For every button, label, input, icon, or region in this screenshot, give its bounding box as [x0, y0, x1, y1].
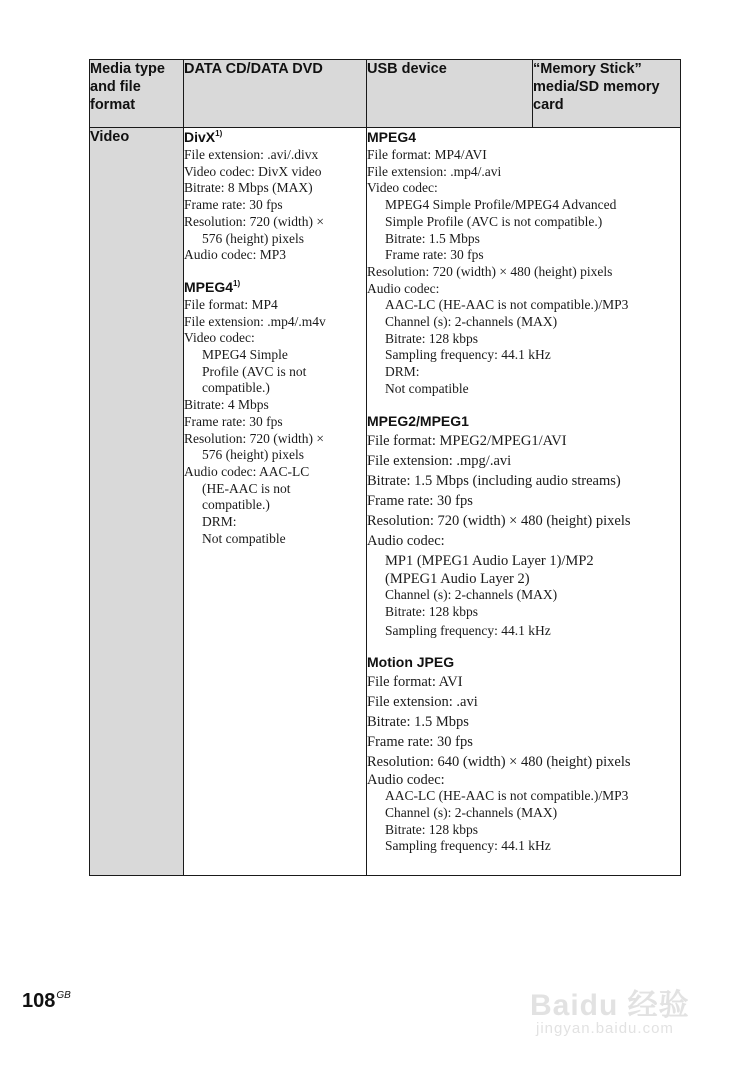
spec-line: Resolution: 720 (width) × 480 (height) pixels	[367, 512, 631, 529]
spec-line: Audio codec:	[367, 532, 445, 549]
header-usb: USB device	[367, 60, 533, 128]
spec-line: Frame rate: 30 fps	[367, 492, 473, 509]
spec-line: Resolution: 720 (width) × 480 (height) pixels	[367, 263, 613, 279]
spec-line: 576 (height) pixels	[202, 230, 304, 246]
spec-line: Video codec:	[184, 330, 255, 346]
spec-line: Frame rate: 30 fps	[367, 733, 473, 750]
spec-line: Audio codec:	[367, 280, 440, 296]
watermark	[530, 968, 720, 1048]
page-number	[22, 990, 71, 1013]
spec-line: Channel (s): 2-channels (MAX)	[385, 587, 558, 603]
divx-title-text: DivX	[184, 129, 216, 145]
format-table	[89, 59, 681, 876]
page-number-suffix: GB	[56, 990, 71, 1001]
spec-line: Resolution: 720 (width) ×	[184, 430, 324, 446]
spec-line: Frame rate: 30 fps	[385, 247, 484, 263]
spec-line: Bitrate: 128 kbps	[385, 330, 478, 346]
spec-line: Channel (s): 2-channels (MAX)	[385, 805, 558, 821]
spec-line: Sampling frequency: 44.1 kHz	[385, 838, 551, 854]
watermark-brand: Baidu 经验	[530, 989, 690, 1022]
divx-title	[184, 128, 366, 147]
spec-line: Profile (AVC is not	[202, 363, 307, 379]
header-memory-stick: “Memory Stick” media/SD memory card	[533, 60, 681, 128]
spec-line: File extension: .mp4/.m4v	[184, 313, 326, 329]
spec-line: File extension: .mpg/.avi	[367, 452, 512, 469]
spec-line: Bitrate: 1.5 Mbps	[367, 713, 469, 730]
divx-footnote: 1)	[215, 129, 223, 138]
category-label: Video	[90, 129, 130, 145]
spec-line: Video codec:	[367, 180, 438, 196]
spec-line: DRM:	[385, 364, 420, 380]
spec-line: Audio codec: AAC-LC	[184, 463, 310, 479]
spec-line: compatible.)	[202, 380, 270, 396]
header-data-cd: DATA CD/DATA DVD	[184, 60, 367, 128]
spec-line: Audio codec:	[367, 771, 445, 788]
mpeg4-title	[184, 278, 366, 297]
spec-line: Not compatible	[385, 380, 469, 396]
spec-line: Bitrate: 1.5 Mbps	[385, 230, 480, 246]
data-cd-cell	[184, 128, 367, 876]
spec-line: (HE-AAC is not	[202, 480, 291, 496]
page-number-text: 108	[22, 990, 56, 1012]
usb-memory-cell	[367, 128, 681, 876]
spec-line: compatible.)	[202, 497, 270, 513]
spec-line: Resolution: 640 (width) × 480 (height) pixels	[367, 753, 631, 770]
spec-line: Bitrate: 128 kbps	[385, 821, 478, 837]
usb-mjpeg-title: Motion JPEG	[367, 653, 455, 670]
table-header-row	[90, 60, 681, 128]
spec-line: File format: MPEG2/MPEG1/AVI	[367, 432, 567, 449]
spec-line: MPEG4 Simple	[202, 347, 288, 363]
spec-line: File extension: .avi/.divx	[184, 147, 319, 162]
spec-line: 576 (height) pixels	[202, 447, 304, 463]
spec-line: Bitrate: 1.5 Mbps (including audio streams)	[367, 472, 621, 489]
spec-line: (MPEG1 Audio Layer 2)	[385, 570, 530, 587]
usb-mpeg2-title: MPEG2/MPEG1	[367, 412, 469, 429]
spec-line: AAC-LC (HE-AAC is not compatible.)/MP3	[385, 788, 629, 804]
spec-line: DRM:	[202, 514, 237, 530]
spec-line: File extension: .mp4/.avi	[367, 163, 502, 179]
usb-mpeg4-title: MPEG4	[367, 129, 417, 145]
spec-line: Video codec: DivX video	[184, 163, 322, 179]
spec-line: AAC-LC (HE-AAC is not compatible.)/MP3	[385, 297, 629, 313]
spec-line: Sampling frequency: 44.1 kHz	[385, 347, 551, 363]
mpeg4-footnote: 1)	[233, 278, 241, 288]
spec-line: File format: AVI	[367, 673, 463, 690]
category-cell	[90, 128, 184, 876]
spec-line: Channel (s): 2-channels (MAX)	[385, 314, 558, 330]
spec-line: Simple Profile (AVC is not compatible.)	[385, 213, 603, 229]
spec-line: Bitrate: 8 Mbps (MAX)	[184, 180, 313, 196]
spec-line: Bitrate: 4 Mbps	[184, 397, 269, 413]
mpeg4-title-text: MPEG4	[184, 278, 234, 295]
spec-line: Not compatible	[202, 530, 286, 546]
watermark-url: jingyan.baidu.com	[536, 1020, 674, 1037]
table-row-video	[90, 128, 681, 876]
spec-line: Sampling frequency: 44.1 kHz	[385, 622, 551, 638]
header-media-type: Media type and file format	[90, 60, 184, 128]
spec-line: Frame rate: 30 fps	[184, 413, 283, 429]
spec-line: MPEG4 Simple Profile/MPEG4 Advanced	[385, 197, 617, 213]
spec-line: Audio codec: MP3	[184, 247, 286, 263]
spec-line: File format: MP4/AVI	[367, 147, 487, 162]
spec-line: Frame rate: 30 fps	[184, 197, 283, 213]
spec-line: File extension: .avi	[367, 693, 478, 710]
spec-line: Bitrate: 128 kbps	[385, 603, 478, 619]
spec-line: Resolution: 720 (width) ×	[184, 213, 324, 229]
spec-line: MP1 (MPEG1 Audio Layer 1)/MP2	[385, 552, 594, 569]
spec-line: File format: MP4	[184, 296, 278, 312]
